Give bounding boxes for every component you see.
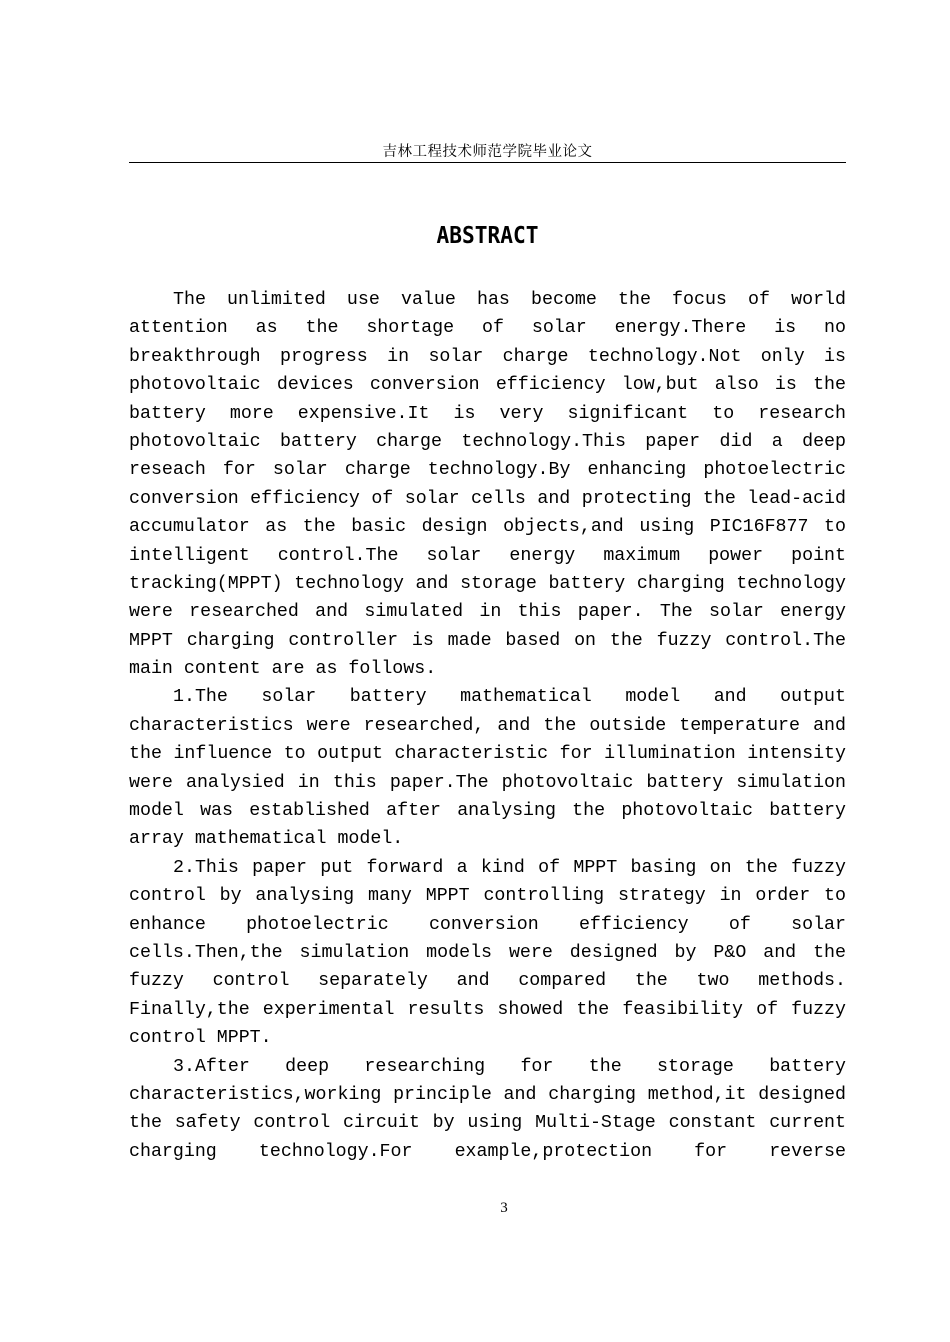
text-line: model was established after analysing the photovoltaic battery <box>129 801 846 822</box>
text-line: cells.Then,the simulation models were designed by P&O and the <box>129 942 846 963</box>
abstract-title: ABSTRACT <box>436 223 539 249</box>
text-line: 3.After deep researching for the storage battery <box>173 1056 846 1077</box>
text-line: charging technology.For example,protection for reverse <box>129 1141 846 1162</box>
text-line: fuzzy control separately and compared the two methods. <box>129 971 846 992</box>
text-line: tracking(MPPT) technology and storage battery charging technology <box>129 573 846 594</box>
paragraph <box>129 683 846 853</box>
text-line: main content are as follows. <box>129 659 437 680</box>
text-line: control by analysing many MPPT controlling strategy in order to <box>129 886 846 907</box>
paragraph <box>129 1053 846 1167</box>
text-line: battery more expensive.It is very significant to research <box>129 403 846 424</box>
text-line: were analysied in this paper.The photovoltaic battery simulation <box>129 772 846 793</box>
text-line: intelligent control.The solar energy maximum power point <box>129 545 846 566</box>
text-line: reseach for solar charge technology.By enhancing photoelectric <box>129 460 846 481</box>
text-line: accumulator as the basic design objects,and using PIC16F877 to <box>129 517 846 538</box>
text-line: conversion efficiency of solar cells and protecting the lead-acid <box>129 488 846 509</box>
text-line: attention as the shortage of solar energy.There is no <box>129 318 846 339</box>
paragraph <box>129 854 846 1053</box>
text-line: 1.The solar battery mathematical model and output <box>173 687 846 708</box>
text-line: characteristics were researched, and the outside temperature and <box>129 715 846 736</box>
text-line: photovoltaic battery charge technology.This paper did a deep <box>129 431 846 452</box>
text-line: the influence to output characteristic for illumination intensity <box>129 744 846 765</box>
header-rule <box>129 162 846 163</box>
text-line: the safety control circuit by using Multi-Stage constant current <box>129 1113 846 1134</box>
abstract-body <box>129 286 846 1166</box>
text-line: photovoltaic devices conversion efficiency low,but also is the <box>129 375 846 396</box>
text-line: array mathematical model. <box>129 829 404 850</box>
text-line: Finally,the experimental results showed the feasibility of fuzzy <box>129 999 846 1020</box>
text-line: control MPPT. <box>129 1028 272 1049</box>
text-line: enhance photoelectric conversion efficiency of solar <box>129 914 846 935</box>
running-header: 吉林工程技术师范学院毕业论文 <box>382 144 593 160</box>
text-line: characteristics,working principle and charging method,it designed <box>129 1084 846 1105</box>
text-line: 2.This paper put forward a kind of MPPT basing on the fuzzy <box>173 857 846 878</box>
text-line: were researched and simulated in this paper. The solar energy <box>129 602 846 623</box>
text-line: breakthrough progress in solar charge technology.Not only is <box>129 346 846 367</box>
text-line: The unlimited use value has become the focus of world <box>173 290 846 310</box>
text-line: MPPT charging controller is made based on the fuzzy control.The <box>129 630 846 651</box>
page-number: 3 <box>500 1200 508 1216</box>
paragraph <box>129 286 846 683</box>
